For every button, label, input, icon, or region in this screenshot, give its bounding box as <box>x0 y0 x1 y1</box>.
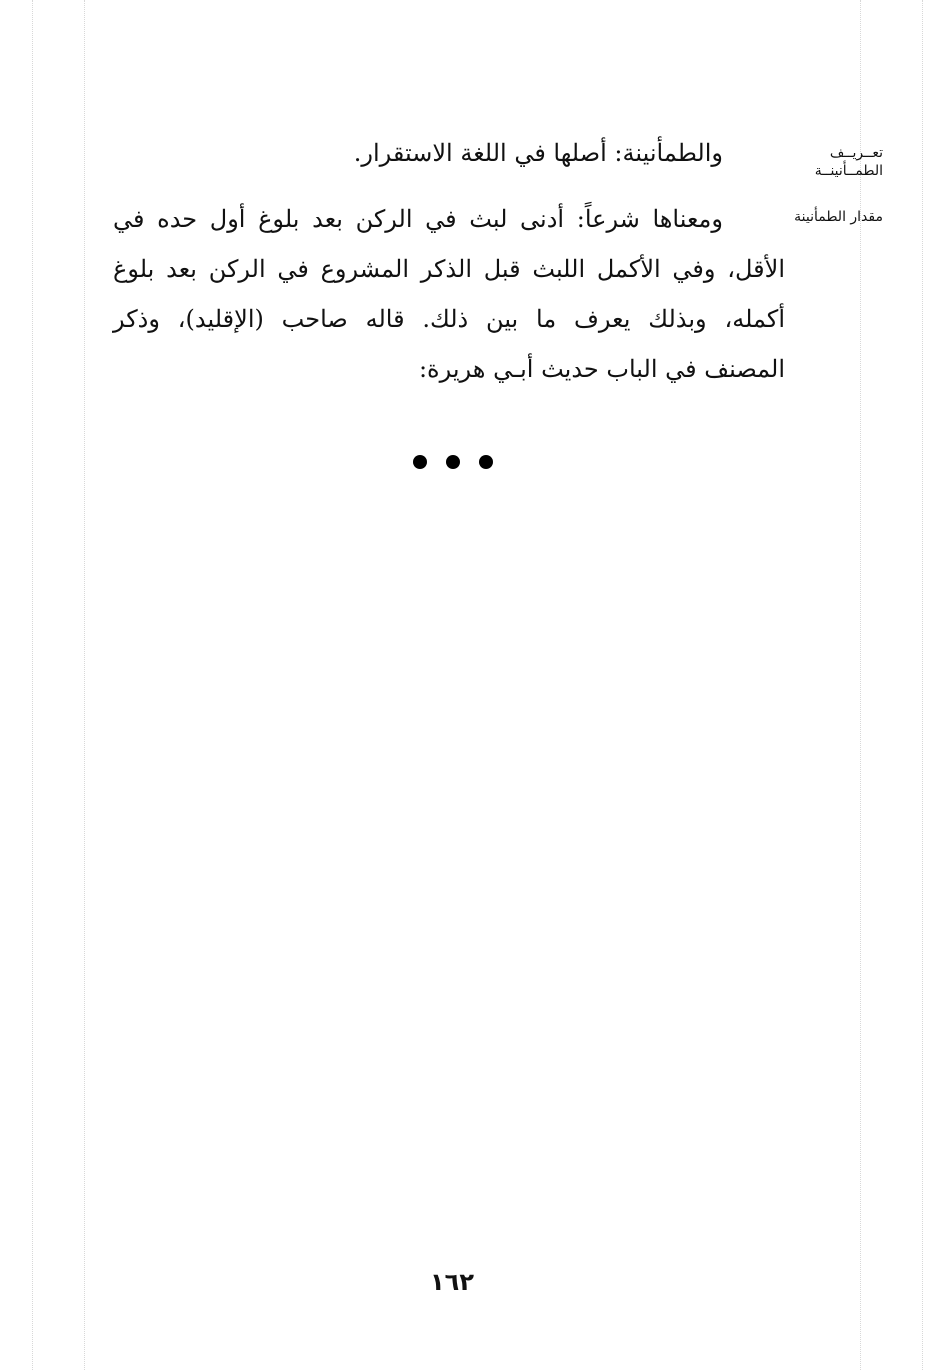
separator-dot <box>479 455 493 469</box>
page-number: ١٦٢ <box>430 1268 474 1296</box>
paragraph-line-2: ومعناها شرعاً: أدنى لبث في الركن بعد بلوغ أول حده في <box>113 205 723 233</box>
scan-guide-line <box>860 0 861 1370</box>
separator-dot <box>413 455 427 469</box>
margin-note-definition <box>815 144 883 180</box>
section-separator <box>413 454 493 470</box>
margin-note-definition-line1: تعــريــف <box>829 145 883 161</box>
scan-guide-line <box>32 0 33 1370</box>
margin-note-measure: مقدار الطمأنينة <box>794 209 883 225</box>
paragraph-line-1: والطمأنينة: أصلها في اللغة الاستقرار. <box>353 139 723 167</box>
paragraph-line-5: المصنف في الباب حديث أبـي هريرة: <box>418 355 785 383</box>
paragraph-line-3: الأقل، وفي الأكمل اللبث قبل الذكر المشروع في الركن بعد بلوغ <box>113 255 785 283</box>
separator-dot <box>446 455 460 469</box>
margin-note-definition-line2: الطمــأنينــة <box>814 163 883 179</box>
scan-guide-line <box>84 0 85 1370</box>
paragraph-line-4: أكمله، وبذلك يعرف ما بين ذلك. قاله صاحب (الإقليد)، وذكر <box>113 305 785 333</box>
scan-guide-line <box>922 0 923 1370</box>
